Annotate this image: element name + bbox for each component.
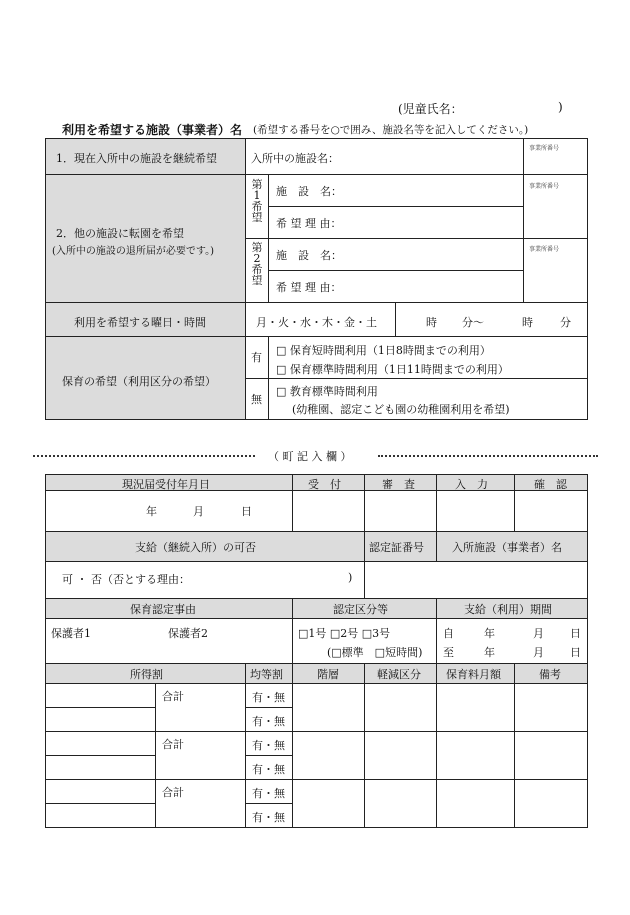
first-choice-label: 第1希望	[251, 178, 263, 224]
time-checkboxes[interactable]: (□標準 □短時間)	[327, 646, 423, 659]
form-title-note: (希望する番号を○で囲み、施設名等を記入してください。)	[253, 124, 529, 136]
days-time-label: 利用を希望する曜日・時間	[74, 316, 206, 329]
sum-label: 合計	[162, 738, 184, 751]
period-from-day[interactable]: 日	[570, 627, 581, 640]
cert-category-header: 認定区分等	[333, 603, 388, 616]
equal-levy-header: 均等割	[250, 668, 283, 681]
cert-number-header: 認定証番号	[369, 541, 424, 554]
time-from-min[interactable]: 分～	[462, 316, 484, 329]
town-section-divider: （ 町 記 入 欄 ）	[268, 450, 352, 463]
remarks-header: 備考	[539, 668, 561, 681]
yes-no-field[interactable]: 有・無	[252, 691, 285, 704]
yes-no-field[interactable]: 有・無	[252, 739, 285, 752]
office-number-label: 事業所番号	[529, 183, 560, 190]
approval-text[interactable]: 可 ・ 否（否とする理由：	[62, 573, 190, 586]
period-from-year[interactable]: 年	[484, 627, 495, 640]
care-yes-label: 有	[251, 351, 262, 364]
date-year[interactable]: 年	[146, 505, 157, 518]
cert-reason-header: 保育認定事由	[130, 603, 196, 616]
period-to-year[interactable]: 年	[484, 646, 495, 659]
period-to: 至	[443, 646, 454, 659]
standard-time-option[interactable]: □ 保育標準時間利用（1日11時間までの利用）	[276, 363, 509, 376]
guardian-1-label: 保護者1	[51, 627, 91, 640]
second-reason-field[interactable]: 希 望 理 由：	[276, 281, 342, 294]
care-no-label: 無	[251, 393, 262, 406]
period-from: 自	[443, 627, 454, 640]
first-reason-field[interactable]: 希 望 理 由：	[276, 217, 342, 230]
time-from-hour[interactable]: 時	[426, 316, 437, 329]
period-to-day[interactable]: 日	[570, 646, 581, 659]
time-to-hour[interactable]: 時	[522, 316, 533, 329]
form-title: 利用を希望する施設（事業者）名	[62, 123, 243, 137]
transfer-label: 2．他の施設に転園を希望	[56, 227, 184, 240]
office-number-label: 事業所番号	[529, 246, 560, 253]
yes-no-field[interactable]: 有・無	[252, 763, 285, 776]
date-month[interactable]: 月	[193, 505, 204, 518]
yes-no-field[interactable]: 有・無	[252, 715, 285, 728]
child-name-label: (児童氏名：	[398, 102, 463, 116]
approval-close: )	[348, 571, 353, 584]
office-number-label: 事業所番号	[529, 145, 560, 152]
second-choice-label: 第2希望	[251, 241, 263, 287]
input-header: 入 力	[455, 478, 488, 491]
reduction-header: 軽減区分	[377, 668, 421, 681]
date-day[interactable]: 日	[241, 505, 252, 518]
first-facility-name-field[interactable]: 施 設 名：	[276, 185, 342, 198]
care-preference-label: 保育の希望（利用区分の希望）	[62, 375, 216, 388]
transfer-sublabel: (入所中の施設の退所届が必要です。)	[52, 246, 215, 257]
payment-approval-header: 支給（継続入所）の可否	[135, 541, 256, 554]
received-date-header: 現況届受付年月日	[122, 478, 210, 491]
accept-header: 受 付	[308, 478, 341, 491]
category-checkboxes[interactable]: □1号 □2号 □3号	[298, 627, 391, 640]
yes-no-field[interactable]: 有・無	[252, 787, 285, 800]
days-field[interactable]: 月・火・水・木・金・土	[256, 316, 377, 329]
education-time-option[interactable]: □ 教育標準時間利用	[276, 385, 378, 398]
child-name-close: )	[558, 100, 563, 114]
sum-label: 合計	[162, 786, 184, 799]
period-from-month[interactable]: 月	[533, 627, 544, 640]
period-to-month[interactable]: 月	[533, 646, 544, 659]
review-header: 審 査	[382, 478, 415, 491]
current-facility-field[interactable]: 入所中の施設名：	[251, 152, 339, 165]
facility-name-header: 入所施設（事業者）名	[452, 541, 562, 554]
time-to-min[interactable]: 分	[560, 316, 571, 329]
short-time-option[interactable]: □ 保育短時間利用（1日8時間までの利用）	[276, 344, 491, 357]
yes-no-field[interactable]: 有・無	[252, 811, 285, 824]
second-facility-name-field[interactable]: 施 設 名：	[276, 249, 342, 262]
income-levy-header: 所得割	[130, 668, 163, 681]
education-time-note: (幼稚園、認定こども園の幼稚園利用を希望)	[292, 403, 510, 416]
continue-current-facility-label: 1．現在入所中の施設を継続希望	[56, 152, 217, 165]
payment-period-header: 支給（利用）期間	[464, 603, 552, 616]
confirm-header: 確 認	[534, 478, 567, 491]
monthly-fee-header: 保育料月額	[446, 668, 501, 681]
sum-label: 合計	[162, 690, 184, 703]
tier-header: 階層	[317, 668, 339, 681]
guardian-2-label: 保護者2	[168, 627, 208, 640]
